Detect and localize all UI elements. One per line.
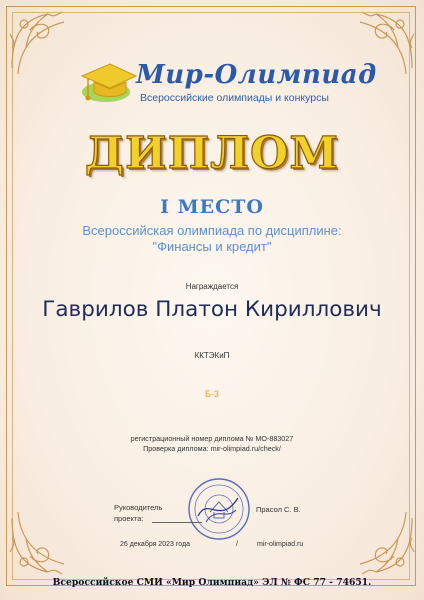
registration-number: регистрационный номер диплома № МО-883027 bbox=[130, 434, 294, 443]
corner-ornament-icon bbox=[346, 508, 416, 578]
corner-ornament-icon bbox=[8, 508, 78, 578]
diploma-heading: ДИПЛОМ bbox=[84, 128, 340, 179]
logo-title: Мир-Олимпиад bbox=[136, 60, 377, 90]
signature-role-line-2: проекта: bbox=[114, 514, 144, 523]
recipient-name: Гаврилов Платон Кириллович bbox=[42, 297, 382, 322]
check-link: Проверка диплома: mir-olimpiad.ru/check/ bbox=[143, 444, 281, 453]
olympiad-line-1: Всероссийская олимпиада по дисциплине: bbox=[82, 223, 342, 238]
olympiad-description bbox=[0, 223, 424, 255]
olympiad-line-2: "Финансы и кредит" bbox=[152, 239, 272, 254]
awarded-label: Награждается bbox=[185, 282, 239, 291]
registration-info bbox=[0, 434, 424, 454]
issue-date: 26 декабря 2023 года bbox=[120, 541, 191, 548]
organization: ККТЭКиП bbox=[194, 351, 230, 360]
footer-site: mir-olimpiad.ru bbox=[257, 541, 304, 548]
group-label: Б-3 bbox=[205, 389, 219, 399]
logo-subtitle: Всероссийские олимпиады и конкурсы bbox=[140, 92, 329, 104]
signatory-name: Прасол С. В. bbox=[256, 505, 301, 514]
footer-separator: / bbox=[236, 541, 238, 548]
signature-role bbox=[114, 502, 162, 524]
media-registration: Всероссийское СМИ «Мир Олимпиад» ЭЛ № ФС 77 - 74651. bbox=[52, 577, 372, 588]
corner-ornament-icon bbox=[8, 8, 78, 78]
official-stamp-icon bbox=[186, 476, 252, 542]
place-title: I МЕСТО bbox=[160, 196, 264, 218]
signature-role-line-1: Руководитель bbox=[114, 503, 163, 512]
graduation-cap-icon bbox=[76, 52, 140, 116]
brand-logo bbox=[76, 52, 377, 112]
